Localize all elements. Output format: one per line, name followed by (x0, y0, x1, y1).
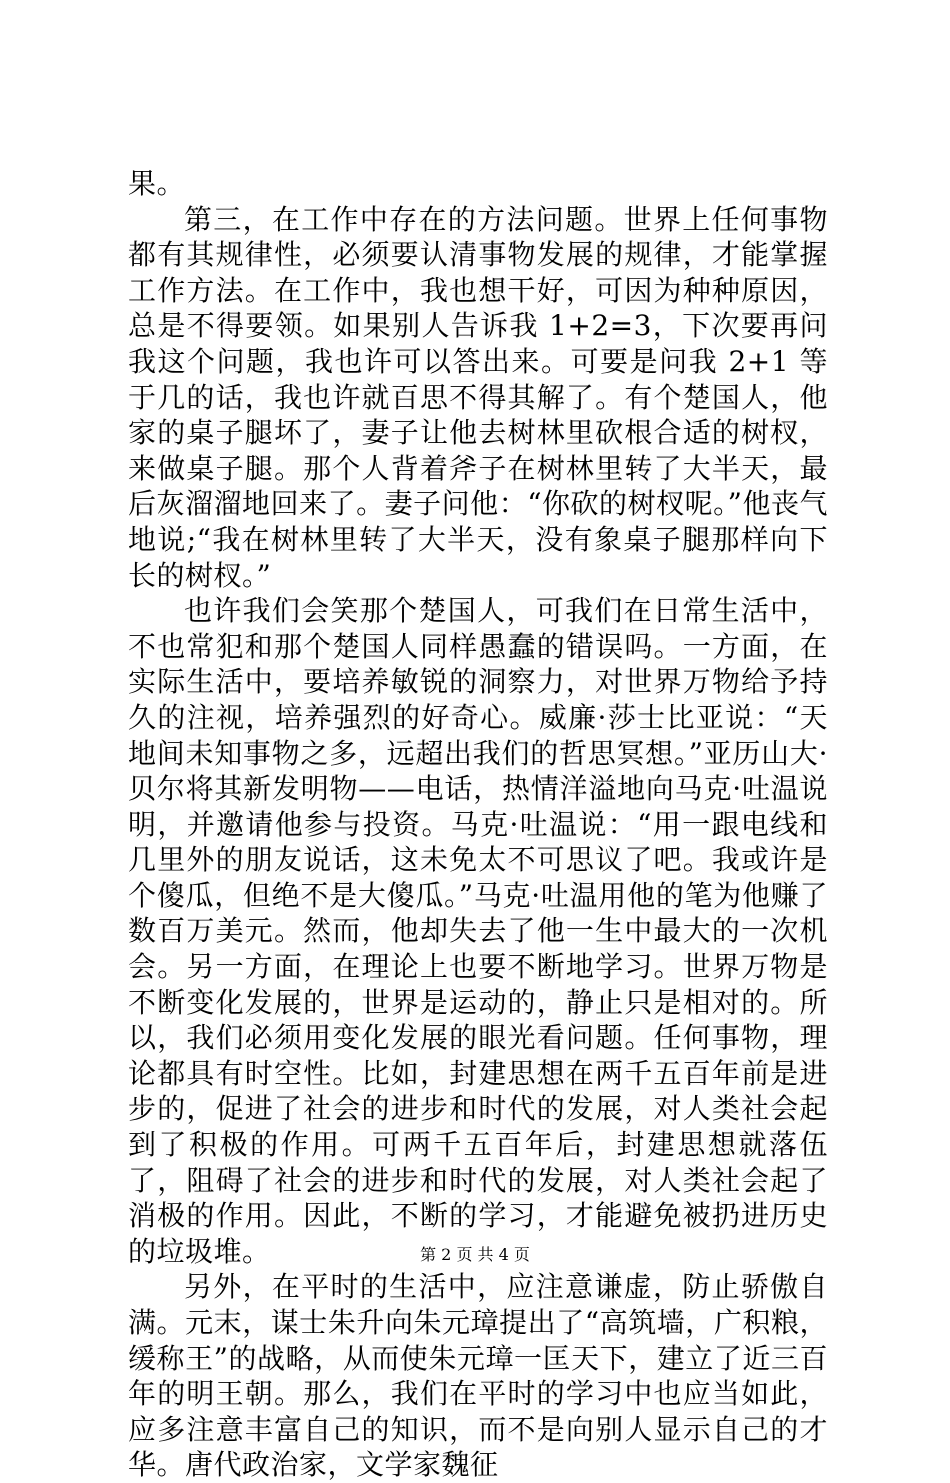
paragraph: 另外，在平时的生活中，应注意谦虚，防止骄傲自满。元末，谋士朱升向朱元璋提出了“高筑墙，广积粮，缓称王”的战略，从而使朱元璋一匡天下，建立了近三百年的明王朝。那么，我们在平时的学习中也应当如此，应多注意丰富自己的知识，而不是向别人显示自己的才华。唐代政治家，文学家魏征 (128, 1270, 828, 1482)
page-number-footer: 第 2 页 共 4 页 (420, 1245, 530, 1264)
paragraph: 第三，在工作中存在的方法问题。世界上任何事物都有其规律性，必须要认清事物发展的规律，才能掌握工作方法。在工作中，我也想干好，可因为种种原因，总是不得要领。如果别人告诉我 1+2=3，下次要再问我这个问题，我也许可以答出来。可要是问我 2+1 等于几的话，我也许就百思不得其解了。有个楚国人，他家的桌子腿坏了，妻子让他去树林里砍根合适的树杈，来做桌子腿。那个人背着斧子在树林里转了大半天，最后灰溜溜地回来了。妻子问他：“你砍的树杈呢。”他丧气地说;“我在树林里转了大半天，没有象桌子腿那样向下长的树杈。” (128, 202, 828, 592)
paragraph-continuation: 果。 (128, 167, 186, 200)
document-body (128, 166, 828, 1483)
paragraph: 也许我们会笑那个楚国人，可我们在日常生活中，不也常犯和那个楚国人同样愚蠢的错误吗。一方面，在实际生活中，要培养敏锐的洞察力，对世界万物给予持久的注视，培养强烈的好奇心。威廉·莎士比亚说：“天地间未知事物之多，远超出我们的哲思冥想。”亚历山大·贝尔将其新发明物——电话，热情洋溢地向马克·吐温说明，并邀请他参与投资。马克·吐温说：“用一跟电线和几里外的朋友说话，这未免太不可思议了吧。我或许是个傻瓜，但绝不是大傻瓜。”马克·吐温用他的笔为他赚了数百万美元。然而，他却失去了他一生中最大的一次机会。另一方面，在理论上也要不断地学习。世界万物是不断变化发展的，世界是运动的，静止只是相对的。所以，我们必须用变化发展的眼光看问题。任何事物，理论都具有时空性。比如，封建思想在两千五百年前是进步的，促进了社会的进步和时代的发展，对人类社会起到了积极的作用。可两千五百年后，封建思想就落伍了，阻碍了社会的进步和时代的发展，对人类社会起了消极的作用。因此，不断的学习，才能避免被扔进历史的垃圾堆。 (128, 594, 828, 1268)
